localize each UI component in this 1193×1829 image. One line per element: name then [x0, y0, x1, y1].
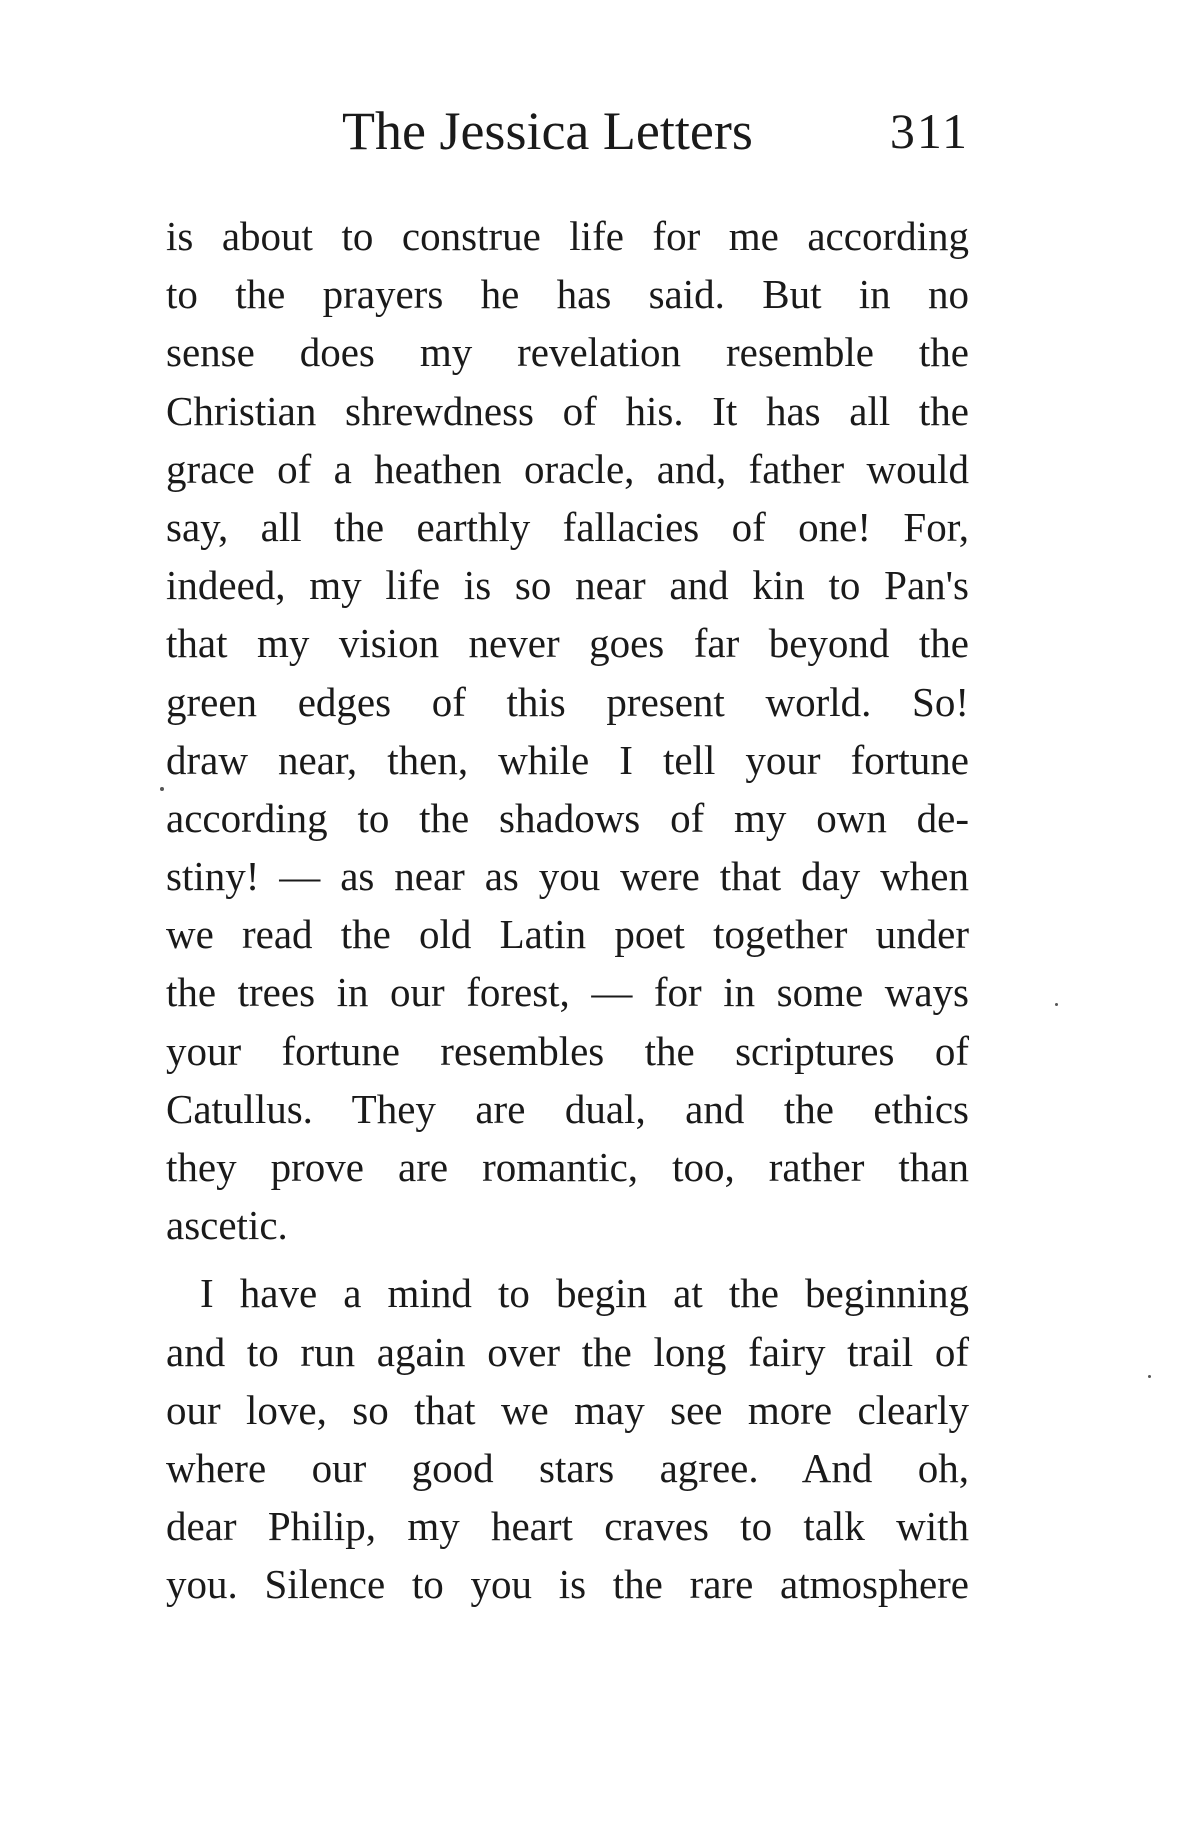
paragraph-2	[166, 1264, 969, 1613]
text-line: say, all the earthly fallacies of one! For,	[166, 503, 969, 550]
text-line: you. Silence to you is the rare atmosphere	[166, 1561, 969, 1608]
paragraph-1	[166, 207, 969, 1254]
text-line: our love, so that we may see more clearly	[166, 1386, 969, 1433]
body-text	[166, 207, 969, 1614]
text-line: we read the old Latin poet together under	[166, 911, 969, 958]
print-speck	[1055, 1003, 1058, 1006]
text-line: your fortune resembles the scriptures of	[166, 1027, 969, 1074]
text-line: indeed, my life is so near and kin to Pan's	[166, 562, 969, 609]
text-line: sense does my revelation resemble the	[166, 329, 969, 376]
text-line: grace of a heathen oracle, and, father would	[166, 445, 969, 492]
text-line: stiny! — as near as you were that day when	[166, 853, 969, 900]
print-speck	[1148, 1375, 1151, 1378]
text-line: to the prayers he has said. But in no	[166, 271, 969, 318]
text-line: green edges of this present world. So!	[166, 678, 969, 725]
text-line: that my vision never goes far beyond the	[166, 620, 969, 667]
text-line: is about to construe life for me according	[166, 213, 969, 259]
text-line: according to the shadows of my own de-	[166, 794, 969, 841]
text-line: they prove are romantic, too, rather than	[166, 1144, 969, 1190]
running-title: The Jessica Letters	[342, 101, 753, 161]
page-number: 311	[889, 103, 969, 159]
text-line: I have a mind to begin at the beginning	[200, 1270, 969, 1317]
text-line: Catullus. They are dual, and the ethics	[166, 1085, 969, 1132]
print-speck	[160, 787, 164, 791]
text-line: ascetic.	[166, 1202, 288, 1249]
paragraph-gap	[166, 1254, 969, 1264]
running-head	[166, 96, 969, 166]
text-line: the trees in our forest, — for in some ways	[166, 969, 969, 1016]
text-line: where our good stars agree. And oh,	[166, 1444, 969, 1491]
text-line: and to run again over the long fairy trail of	[166, 1328, 969, 1375]
text-line: draw near, then, while I tell your fortune	[166, 736, 969, 783]
text-line: Christian shrewdness of his. It has all the	[166, 387, 969, 434]
text-line: dear Philip, my heart craves to talk with	[166, 1503, 969, 1550]
